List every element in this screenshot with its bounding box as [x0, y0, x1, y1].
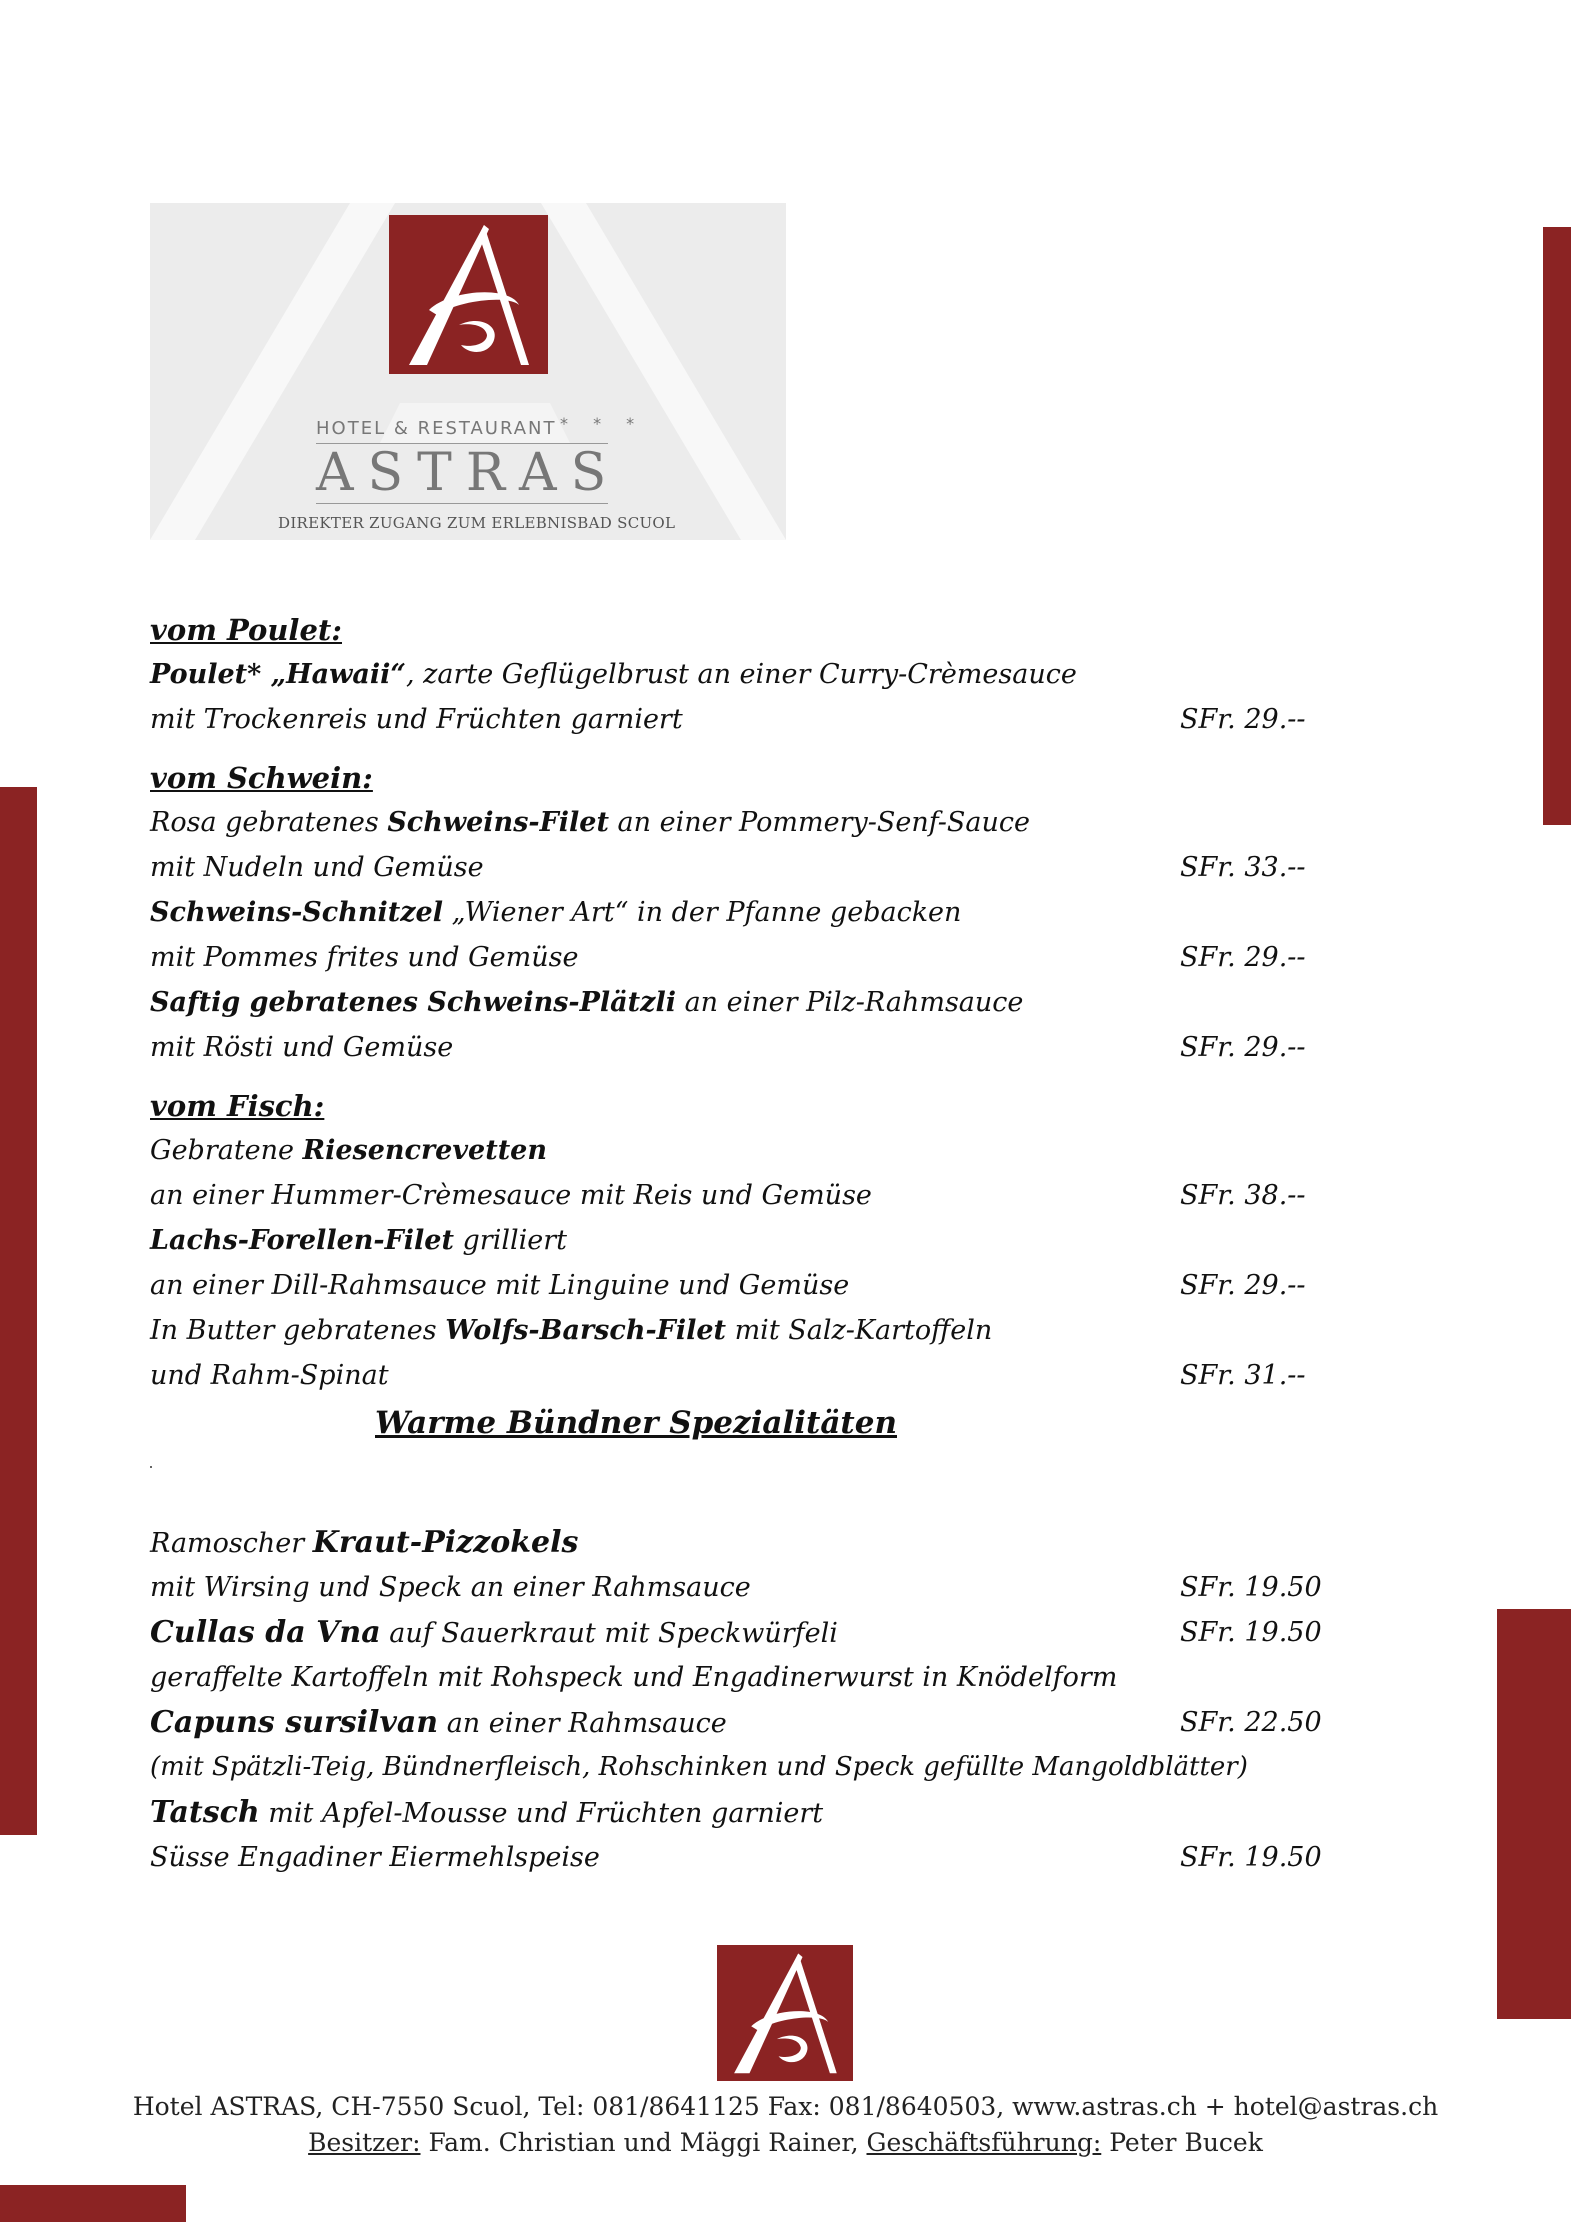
- dish-description: mit Pommes frites und Gemüse: [150, 942, 579, 973]
- menu-item-line: [150, 845, 1350, 890]
- dish-name: Schweins-Schnitzel: [150, 897, 443, 928]
- dish-description: mit Rösti und Gemüse: [150, 1032, 454, 1063]
- menu-item-line: [150, 935, 1350, 980]
- dish-description: Süsse Engadiner Eiermehlspeise: [150, 1842, 600, 1873]
- dish-name: Lachs-Forellen-Filet: [150, 1225, 454, 1256]
- menu-item-line: [150, 1173, 1350, 1218]
- menu-item-line: [150, 890, 1350, 935]
- dish-name: Riesencrevetten: [302, 1135, 547, 1166]
- dish-description: Gebratene: [150, 1135, 303, 1166]
- menu-item-line: [150, 1218, 1350, 1263]
- dish-price: SFr. 29.--: [1180, 1032, 1306, 1063]
- dish-description: grilliert: [453, 1225, 567, 1256]
- dish-description: mit Nudeln und Gemüse: [150, 852, 484, 883]
- menu-item-line: [150, 1353, 1350, 1398]
- menu-item-line: [150, 1655, 1350, 1700]
- menu-item-line: [150, 800, 1350, 845]
- dish-description: Ramoscher: [150, 1528, 313, 1559]
- dish-description: an einer Dill-Rahmsauce mit Linguine und Gemüse: [150, 1270, 850, 1301]
- dish-description: mit Apfel-Mousse und Früchten garniert: [259, 1798, 824, 1829]
- menu-item-line: [150, 1263, 1350, 1308]
- menu-item-line: [150, 1520, 1350, 1565]
- dish-description: an einer Hummer-Crèmesauce mit Reis und Gemüse: [150, 1180, 872, 1211]
- menu-item-line: [150, 980, 1350, 1025]
- dish-description: an einer Pommery-Senf-Sauce: [608, 807, 1030, 838]
- dish-description: und Rahm-Spinat: [150, 1360, 389, 1391]
- bottom-left-accent-bar: [0, 2185, 186, 2222]
- dish-name: Poulet* „Hawaii“: [150, 659, 406, 690]
- owner-label: Besitzer:: [308, 2128, 421, 2157]
- dish-price: SFr. 29.--: [1180, 704, 1306, 735]
- dish-price: SFr. 19.50: [1180, 1842, 1322, 1873]
- dish-description: In Butter gebratenes: [150, 1315, 446, 1346]
- menu-item-line: [150, 1610, 1350, 1655]
- menu-list: [150, 600, 1350, 1880]
- dish-price: SFr. 29.--: [1180, 942, 1306, 973]
- dish-name: Tatsch: [150, 1795, 260, 1830]
- emblem-a-icon: [717, 1945, 853, 2081]
- menu-item-line: [150, 1128, 1350, 1173]
- menu-item-line: [150, 1700, 1350, 1745]
- hotel-logo: [150, 203, 786, 540]
- section-title-poulet: vom Poulet:: [150, 613, 342, 647]
- menu-item-line: [150, 1790, 1350, 1835]
- dish-description: an einer Pilz-Rahmsauce: [676, 987, 1024, 1018]
- dish-price: SFr. 22.50: [1180, 1707, 1322, 1738]
- emblem-a-icon: [389, 215, 548, 374]
- dish-description: , zarte Geflügelbrust an einer Curry-Crèmesauce: [405, 659, 1077, 690]
- right-accent-bar-bottom: [1497, 1609, 1571, 2019]
- stray-dot: [150, 1466, 152, 1468]
- menu-item-line: [150, 1565, 1350, 1610]
- dish-description: mit Trockenreis und Früchten garniert: [150, 704, 683, 735]
- manager-name: Peter Bucek: [1101, 2128, 1263, 2157]
- dish-name: Saftig gebratenes Schweins-Plätzli: [150, 987, 676, 1018]
- dish-name: Kraut-Pizzokels: [312, 1525, 579, 1560]
- dish-price: SFr. 19.50: [1180, 1572, 1322, 1603]
- logo-name: ASTRAS: [316, 443, 621, 503]
- right-accent-bar-top: [1543, 227, 1571, 825]
- logo-subtitle: HOTEL & RESTAURANT: [316, 418, 557, 439]
- dish-description: mit Salz-Kartoffeln: [726, 1315, 993, 1346]
- logo-stars: * * *: [560, 414, 645, 433]
- footer-emblem: [717, 1945, 853, 2081]
- dish-price: SFr. 31.--: [1180, 1360, 1306, 1391]
- section-title-fisch: vom Fisch:: [150, 1089, 325, 1123]
- manager-label: Geschäftsführung:: [866, 2128, 1102, 2157]
- menu-item-line: [150, 1308, 1350, 1353]
- footer-address: Hotel ASTRAS, CH-7550 Scuol, Tel: 081/8641125 Fax: 081/8640503, www.astras.ch + hotel@astras.ch: [132, 2092, 1439, 2121]
- dish-name: Schweins-Filet: [387, 807, 609, 838]
- menu-item-line: [150, 1835, 1350, 1880]
- astras-emblem: [389, 215, 548, 374]
- dish-name: Cullas da Vna: [150, 1615, 381, 1650]
- section-title-buendner: Warme Bündner Spezialitäten: [375, 1405, 897, 1441]
- dish-description: Rosa gebratenes: [150, 807, 388, 838]
- dish-description: an einer Rahmsauce: [438, 1708, 727, 1739]
- section-spacer: [150, 1448, 1350, 1520]
- dish-price: SFr. 33.--: [1180, 852, 1306, 883]
- dish-price: SFr. 38.--: [1180, 1180, 1306, 1211]
- menu-item-line: [150, 1025, 1350, 1070]
- dish-description: auf Sauerkraut mit Speckwürfeli: [380, 1618, 838, 1649]
- dish-description: geraffelte Kartoffeln mit Rohspeck und Engadinerwurst in Knödelform: [150, 1662, 1118, 1693]
- menu-item-line: [150, 697, 1350, 742]
- menu-item-line: [150, 652, 1350, 697]
- dish-description: (mit Spätzli-Teig, Bündnerfleisch, Rohschinken und Speck gefüllte Mangoldblätter): [150, 1752, 1248, 1782]
- menu-item-line: [150, 1745, 1350, 1790]
- dish-name: Wolfs-Barsch-Filet: [445, 1315, 726, 1346]
- logo-tagline: DIREKTER ZUGANG ZUM ERLEBNISBAD SCUOL: [278, 514, 676, 532]
- dish-price: SFr. 29.--: [1180, 1270, 1306, 1301]
- dish-name: Capuns sursilvan: [150, 1705, 439, 1740]
- dish-description: mit Wirsing und Speck an einer Rahmsauce: [150, 1572, 751, 1603]
- dish-description: „Wiener Art“ in der Pfanne gebacken: [442, 897, 962, 928]
- owner-names: Fam. Christian und Mäggi Rainer,: [420, 2128, 867, 2157]
- footer-owners: [0, 2128, 1571, 2157]
- logo-divider-bottom: [316, 503, 608, 504]
- left-accent-bar: [0, 787, 37, 1835]
- section-title-schwein: vom Schwein:: [150, 761, 373, 795]
- dish-price: SFr. 19.50: [1180, 1617, 1322, 1648]
